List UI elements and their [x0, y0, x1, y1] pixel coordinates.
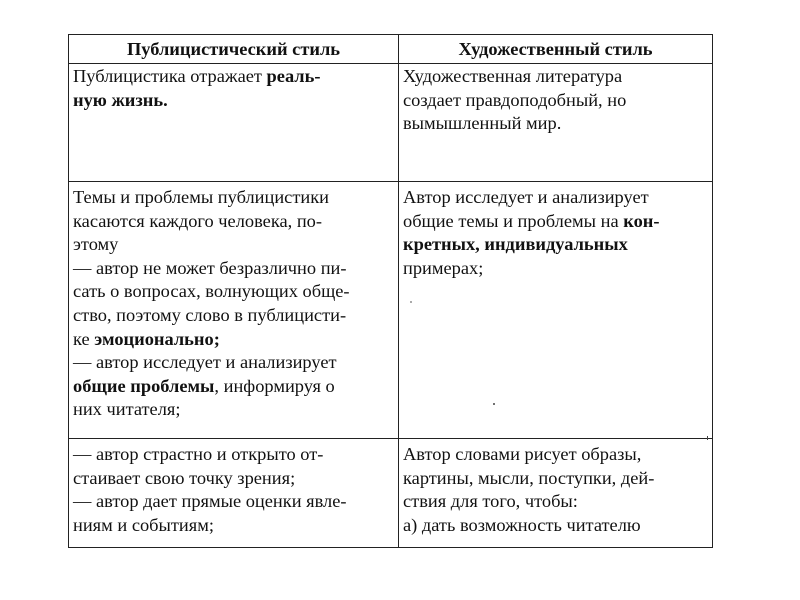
style-comparison-table [68, 34, 713, 548]
plain-text: этому [73, 234, 119, 255]
plain-text: примерах; [403, 257, 484, 278]
plain-text: создает правдоподобный, но [403, 89, 627, 110]
text-line [403, 257, 709, 281]
plain-text: Публицистика отражает [73, 66, 267, 86]
text-line [73, 65, 395, 89]
text-line [73, 280, 395, 304]
text-line [73, 351, 395, 375]
plain-text: , информируя о [214, 375, 335, 396]
table-row [69, 182, 713, 439]
plain-text: — автор не может безразлично пи- [73, 257, 347, 278]
plain-text: — автор дает прямые оценки явле- [73, 491, 347, 512]
plain-text: — автор страстно и открыто от- [73, 444, 324, 464]
header-row [69, 35, 713, 64]
plain-text: Автор исследует и анализирует [403, 187, 649, 207]
text-line [73, 210, 395, 234]
plain-text: общие темы и проблемы на [403, 210, 624, 231]
cell-publicistic [69, 64, 399, 182]
text-line [73, 257, 395, 281]
cell-artistic [399, 439, 713, 548]
bold-text: общие проблемы [73, 375, 215, 396]
text-line [73, 375, 395, 399]
bold-text: кретных, индивидуальных [403, 234, 628, 255]
plain-text: Художественная литература [403, 66, 623, 86]
scan-speck [410, 301, 412, 303]
text-line [73, 186, 395, 210]
cell-publicistic [69, 439, 399, 548]
plain-text: них читателя; [73, 399, 181, 420]
plain-text: Автор словами рисует образы, [403, 444, 642, 464]
text-line [403, 89, 709, 113]
text-line [73, 443, 395, 467]
text-line [73, 233, 395, 257]
text-line [73, 490, 395, 514]
plain-text: — автор исследует и анализирует [73, 352, 337, 373]
text-line [73, 467, 395, 491]
plain-text: ниям и событиям; [73, 514, 214, 535]
document-page [68, 34, 712, 548]
text-line [73, 328, 395, 352]
plain-text: ке [73, 328, 95, 349]
plain-text: а) дать возможность читателю [403, 514, 641, 535]
text-line [403, 65, 709, 89]
text-line [403, 467, 709, 491]
table-row [69, 439, 713, 548]
text-line [403, 210, 709, 234]
plain-text: касаются каждого человека, по- [73, 210, 323, 231]
plain-text: вымышленный мир. [403, 113, 562, 134]
text-line [73, 304, 395, 328]
plain-text: ство, поэтому слово в публицисти- [73, 304, 347, 325]
cell-artistic [399, 64, 713, 182]
plain-text: сать о вопросах, волнующих обще- [73, 281, 350, 302]
text-line [403, 186, 709, 210]
text-line [403, 514, 709, 538]
cell-artistic [399, 182, 713, 439]
plain-text: ствия для того, чтобы: [403, 491, 578, 512]
plain-text: стаивает свою точку зрения; [73, 467, 296, 488]
scan-speck [493, 403, 495, 405]
text-line [403, 443, 709, 467]
table-row [69, 64, 713, 182]
text-line [403, 233, 709, 257]
header-publicistic-style: Публицистический стиль [69, 35, 399, 64]
bold-text: ную жизнь. [73, 89, 168, 110]
bold-text: эмоционально; [94, 328, 220, 349]
text-line [403, 490, 709, 514]
text-line [73, 89, 395, 113]
plain-text: Темы и проблемы публицистики [73, 187, 330, 207]
header-artistic-style: Художественный стиль [399, 35, 713, 64]
bold-text: реаль- [266, 66, 321, 86]
text-line [403, 112, 709, 136]
text-line [73, 514, 395, 538]
plain-text: картины, мысли, поступки, дей- [403, 467, 655, 488]
bold-text: кон- [623, 210, 660, 231]
scan-speck [707, 436, 708, 440]
text-line [73, 398, 395, 422]
cell-publicistic [69, 182, 399, 439]
